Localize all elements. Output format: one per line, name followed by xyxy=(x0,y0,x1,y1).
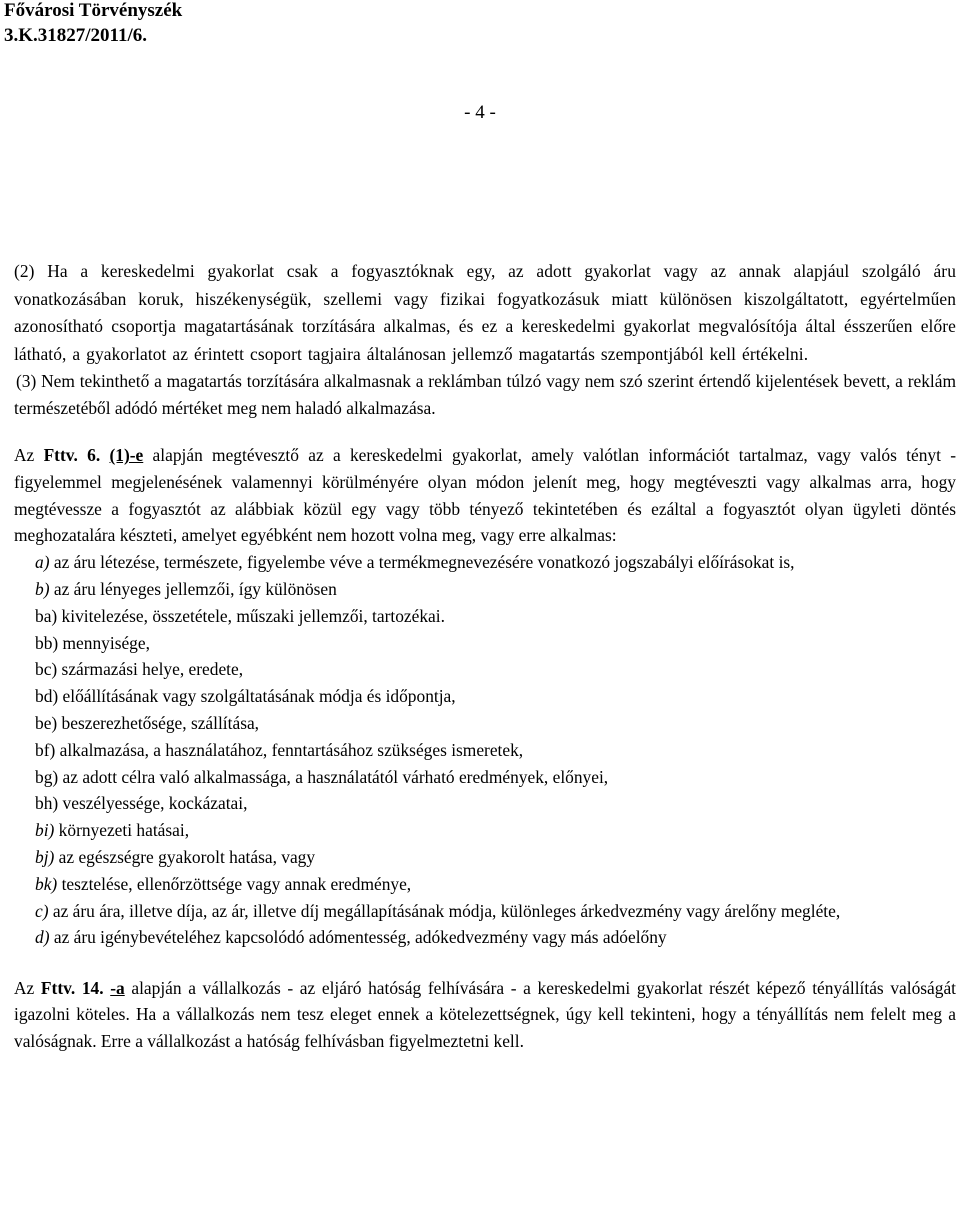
item-b-letter: b) xyxy=(35,578,50,599)
list-item-bk xyxy=(14,871,956,898)
item-c-text: az áru ára, illetve díja, az ár, illetve díj megállapításának módja, különleges árkedvezmény vagy árelőny megléte, xyxy=(48,900,841,921)
item-a-text: az áru létezése, természete, figyelembe véve a termékmegnevezésére vonatkozó jogszabályi előírásokat is, xyxy=(49,552,795,573)
fttv-6-text: alapján megtévesztő az a kereskedelmi gyakorlat, amely valótlan információt tartalmaz, vagy valós tényt - figyelemmel megjelenésének valamennyi körülményére olyan módon jelenít meg, hogy megtéveszti vagy alkalmas arra, hogy megtévessze a fogyasztót az alábbiak közül egy vagy több tényező tekintetében és ezáltal a fogyasztót olyan ügyleti döntés meghozatalára készteti, amelyet egyébként nem hozott volna meg, vagy erre alkalmas: xyxy=(14,445,956,546)
item-bi-letter: bi) xyxy=(35,820,55,841)
list-item-c xyxy=(14,898,956,925)
document-header xyxy=(4,0,182,48)
fttv-6-prefix: Az xyxy=(14,445,44,466)
list-item-a xyxy=(14,549,956,576)
list-item-bc: bc) származási helye, eredete, xyxy=(35,659,244,680)
list-item-bf: bf) alkalmazása, a használatához, fenntartásához szükséges ismeretek, xyxy=(35,739,524,760)
document-body xyxy=(14,258,956,1054)
list-item-d xyxy=(14,924,956,951)
fttv-14-section: -a xyxy=(110,978,125,999)
item-bj-text: az egészségre gyakorolt hatása, vagy xyxy=(54,846,316,867)
paragraph-3: (3) Nem tekinthető a magatartás torzítására alkalmasnak a reklámban túlzó vagy nem szó szerint értendő kijelentések bevett, a reklám természetéből adódó mértéket meg nem haladó alkalmazása. xyxy=(14,371,956,419)
page-number: - 4 - xyxy=(464,102,496,123)
court-name: Fővárosi Törvényszék xyxy=(4,0,183,21)
item-c-letter: c) xyxy=(35,900,49,921)
item-a-letter: a) xyxy=(35,552,50,573)
paragraph-2: (2) Ha a kereskedelmi gyakorlat csak a fogyasztóknak egy, az adott gyakorlat vagy az annak alapjául szolgáló áru vonatkozásában koruk, hiszékenységük, szellemi vagy fizikai fogyatkozásuk miatt különösen kiszolgáltatott, egyértelműen azonosítható csoportja magatartásának torzítására alkalmas, és ez a kereskedelmi gyakorlat megvalósítója által ésszerűen előre látható, a gyakorlatot az érintett csoport tagjaira általánosan jellemző magatartás szempontjából kell értékelni. xyxy=(14,261,956,364)
list-item-ba: ba) kivitelezése, összetétele, műszaki jellemzői, tartozékai. xyxy=(35,605,445,626)
list-item-bh: bh) veszélyessége, kockázatai, xyxy=(35,793,248,814)
list-item-bg: bg) az adott célra való alkalmassága, a használatától várható eredmények, előnyei, xyxy=(35,766,609,787)
item-bj-letter: bj) xyxy=(35,846,55,867)
list-item-be: be) beszerezhetősége, szállítása, xyxy=(35,712,260,733)
fttv-14-paragraph xyxy=(14,975,956,1054)
item-d-letter: d) xyxy=(35,927,50,948)
list-item-bi xyxy=(14,817,956,844)
fttv-6-section: (1)-e xyxy=(109,445,144,466)
item-bi-text: környezeti hatásai, xyxy=(54,820,190,841)
case-number: 3.K.31827/2011/6. xyxy=(4,25,148,46)
fttv-6-paragraph xyxy=(14,442,956,549)
fttv-6-reference: Fttv. 6. xyxy=(43,445,110,466)
fttv-6-list xyxy=(14,549,956,951)
item-bk-letter: bk) xyxy=(35,873,58,894)
fttv-14-prefix: Az xyxy=(14,978,41,999)
list-item-bb: bb) mennyisége, xyxy=(35,632,150,653)
item-bk-text: tesztelése, ellenőrzöttsége vagy annak eredménye, xyxy=(57,873,412,894)
list-item-b xyxy=(14,576,956,603)
item-d-text: az áru igénybevételéhez kapcsolódó adómentesség, adókedvezmény vagy más adóelőny xyxy=(49,927,667,948)
list-item-bd: bd) előállításának vagy szolgáltatásának módja és időpontja, xyxy=(35,686,456,707)
item-b-text: az áru lényeges jellemzői, így különösen xyxy=(49,578,337,599)
list-item-bj xyxy=(14,844,956,871)
fttv-14-text: alapján a vállalkozás - az eljáró hatóság felhívására - a kereskedelmi gyakorlat részét képező tényállítás valóságát igazolni köteles. Ha a vállalkozás nem tesz eleget ennek a kötelezettségnek, úgy kell tekinteni, hogy a tényállítás nem felelt meg a valóságnak. Erre a vállalkozást a hatóság felhívásban figyelmeztetni kell. xyxy=(14,978,956,1051)
fttv-14-reference: Fttv. 14. xyxy=(40,978,111,999)
